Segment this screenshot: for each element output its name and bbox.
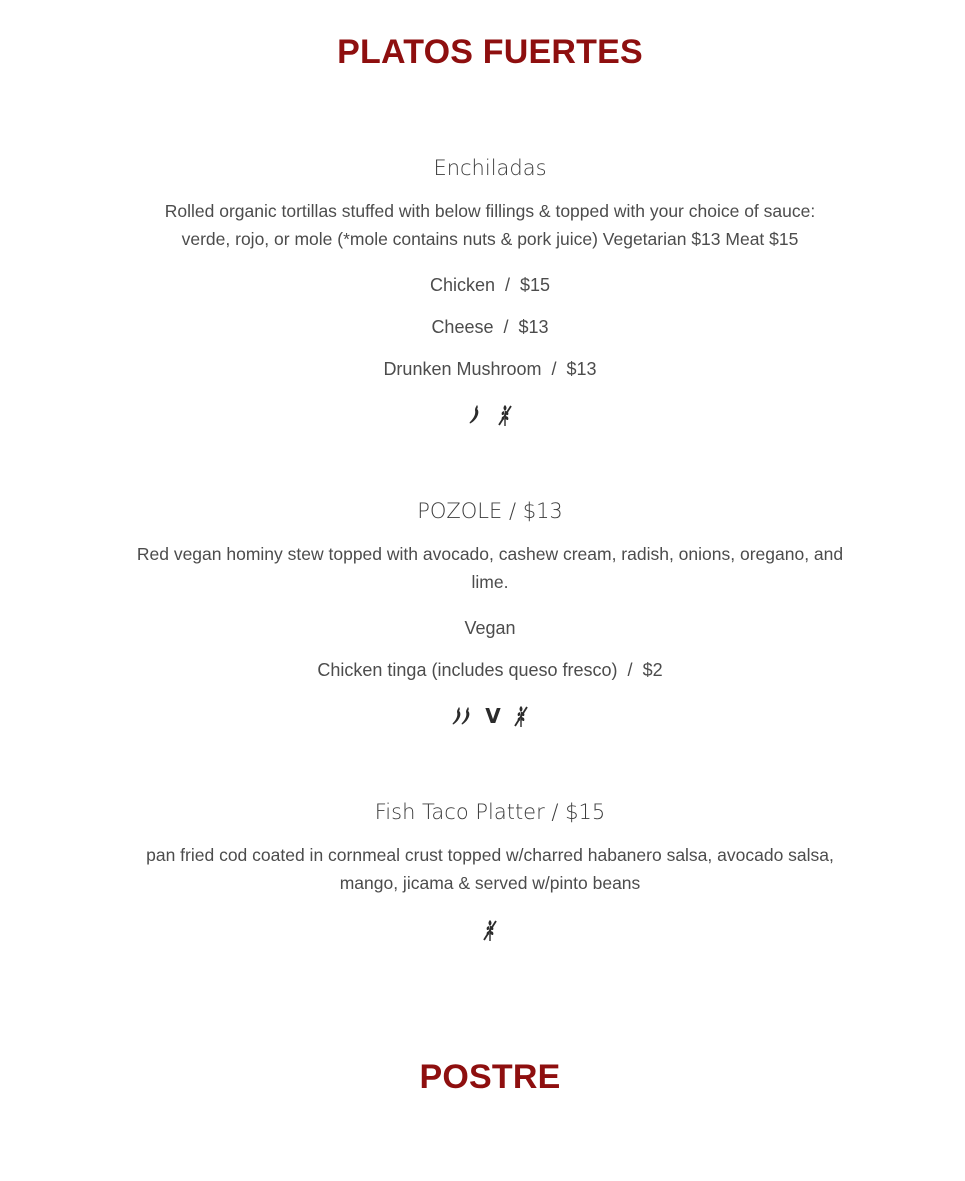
option-label: Chicken <box>429 275 495 295</box>
option-label: Drunken Mushroom <box>383 359 542 379</box>
menu-item-pozole <box>0 498 965 596</box>
option-price: $13 <box>518 317 549 337</box>
option-drunken-mushroom <box>0 358 965 380</box>
option-chicken <box>0 274 965 296</box>
item-name: Fish Taco Platter / $15 <box>374 800 606 824</box>
option-chicken-tinga <box>0 659 965 681</box>
gluten-free-icon <box>511 703 531 729</box>
double-chili-pepper-icon <box>449 703 475 729</box>
option-vegan <box>0 617 965 639</box>
option-label: Vegan <box>464 618 516 638</box>
menu-item-fish-taco-platter <box>0 799 965 897</box>
option-label: Cheese <box>431 317 494 337</box>
item-description: pan fried cod coated in cornmeal crust topped w/charred habanero salsa, avocado salsa, mango, jicama & served w/pinto beans <box>146 845 834 893</box>
option-cheese <box>0 316 965 338</box>
item-description: Red vegan hominy stew topped with avocado, cashew cream, radish, onions, oregano, and lime. <box>136 544 844 592</box>
vegan-icon: V <box>485 704 501 728</box>
dietary-icons <box>0 701 965 731</box>
item-description: Rolled organic tortillas stuffed with below fillings & topped with your choice of sauce: verde, rojo, or mole (*mole contains nuts & pork juice) Vegetarian $13 Meat $15 <box>164 201 816 249</box>
section-title-platos-fuertes: PLATOS FUERTES <box>337 33 643 71</box>
gluten-free-icon <box>480 917 500 943</box>
chili-pepper-icon <box>465 402 485 428</box>
option-price: $15 <box>520 275 551 295</box>
option-separator: / <box>504 275 510 295</box>
option-separator: / <box>627 660 633 680</box>
dietary-icons <box>0 400 965 430</box>
option-price: $13 <box>566 359 597 379</box>
option-label: Chicken tinga (includes queso fresco) <box>317 660 618 680</box>
section-title-postre: POSTRE <box>419 1058 561 1096</box>
dietary-icons <box>0 915 965 945</box>
menu-item-enchiladas <box>0 155 965 253</box>
option-separator: / <box>503 317 509 337</box>
option-separator: / <box>551 359 557 379</box>
option-price: $2 <box>642 660 663 680</box>
gluten-free-icon <box>495 402 515 428</box>
item-name: Enchiladas <box>433 156 547 180</box>
item-name: POZOLE / $13 <box>417 499 563 523</box>
